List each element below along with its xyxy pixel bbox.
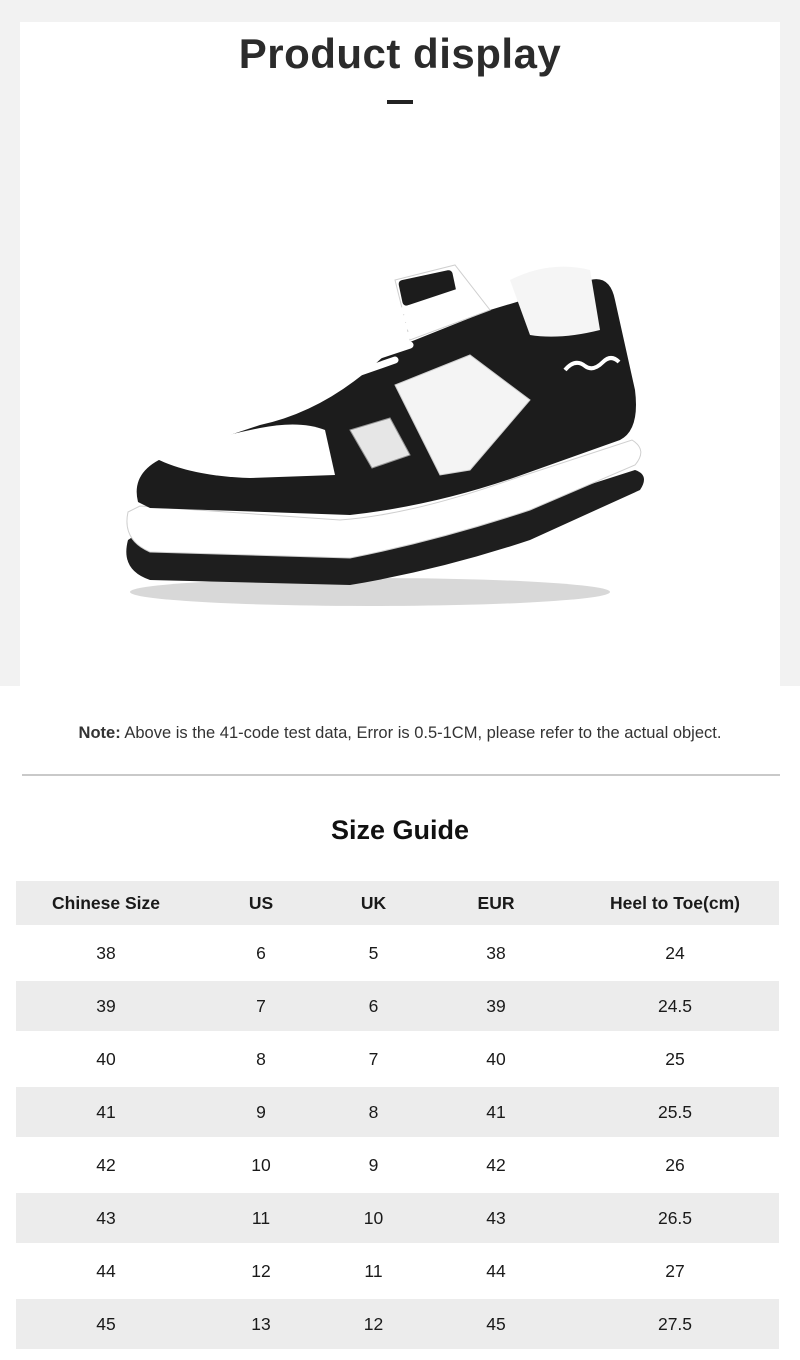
cell-heel-to-toe: 25	[571, 1033, 779, 1086]
note-body: Above is the 41-code test data, Error is 0.5-1CM, please refer to the actual object.	[120, 724, 722, 742]
table-row	[16, 927, 779, 980]
cell-us: 13	[196, 1298, 326, 1350]
cell-chinese-size: 41	[16, 1086, 196, 1139]
cell-us: 11	[196, 1192, 326, 1245]
table-row	[16, 980, 779, 1033]
cell-heel-to-toe: 24.5	[571, 980, 779, 1033]
cell-heel-to-toe: 26.5	[571, 1192, 779, 1245]
cell-eur: 45	[421, 1298, 571, 1350]
product-image	[110, 240, 670, 620]
cell-eur: 43	[421, 1192, 571, 1245]
column-header-uk: UK	[326, 881, 421, 927]
cell-heel-to-toe: 25.5	[571, 1086, 779, 1139]
cell-chinese-size: 39	[16, 980, 196, 1033]
size-guide-table	[16, 881, 779, 1349]
cell-us: 8	[196, 1033, 326, 1086]
cell-us: 9	[196, 1086, 326, 1139]
table-row	[16, 1086, 779, 1139]
cell-us: 6	[196, 927, 326, 980]
cell-eur: 40	[421, 1033, 571, 1086]
cell-eur: 38	[421, 927, 571, 980]
cell-heel-to-toe: 24	[571, 927, 779, 980]
cell-heel-to-toe: 27.5	[571, 1298, 779, 1350]
cell-chinese-size: 40	[16, 1033, 196, 1086]
page-title: Product display	[238, 30, 562, 77]
note-label: Note:	[78, 724, 121, 742]
cell-uk: 12	[326, 1298, 421, 1350]
table-row	[16, 1192, 779, 1245]
cell-chinese-size: 42	[16, 1139, 196, 1192]
cell-chinese-size: 44	[16, 1245, 196, 1298]
cell-chinese-size: 43	[16, 1192, 196, 1245]
cell-us: 7	[196, 980, 326, 1033]
cell-uk: 9	[326, 1139, 421, 1192]
cell-eur: 42	[421, 1139, 571, 1192]
cell-chinese-size: 45	[16, 1298, 196, 1350]
cell-heel-to-toe: 26	[571, 1139, 779, 1192]
sneaker-illustration	[110, 240, 670, 620]
cell-uk: 11	[326, 1245, 421, 1298]
cell-uk: 8	[326, 1086, 421, 1139]
cell-uk: 7	[326, 1033, 421, 1086]
note-text	[0, 724, 800, 743]
column-header-chinese-size: Chinese Size	[16, 881, 196, 927]
table-row	[16, 1245, 779, 1298]
cell-us: 12	[196, 1245, 326, 1298]
cell-eur: 41	[421, 1086, 571, 1139]
cell-uk: 6	[326, 980, 421, 1033]
cell-eur: 44	[421, 1245, 571, 1298]
cell-heel-to-toe: 27	[571, 1245, 779, 1298]
title-underline	[387, 100, 413, 104]
cell-uk: 10	[326, 1192, 421, 1245]
column-header-us: US	[196, 881, 326, 927]
table-row	[16, 1298, 779, 1350]
table-row	[16, 1033, 779, 1086]
column-header-heel-to-toe: Heel to Toe(cm)	[571, 881, 779, 927]
table-header-row	[16, 881, 779, 927]
table-row	[16, 1139, 779, 1192]
size-guide-title: Size Guide	[330, 815, 470, 845]
cell-us: 10	[196, 1139, 326, 1192]
cell-uk: 5	[326, 927, 421, 980]
cell-eur: 39	[421, 980, 571, 1033]
cell-chinese-size: 38	[16, 927, 196, 980]
column-header-eur: EUR	[421, 881, 571, 927]
